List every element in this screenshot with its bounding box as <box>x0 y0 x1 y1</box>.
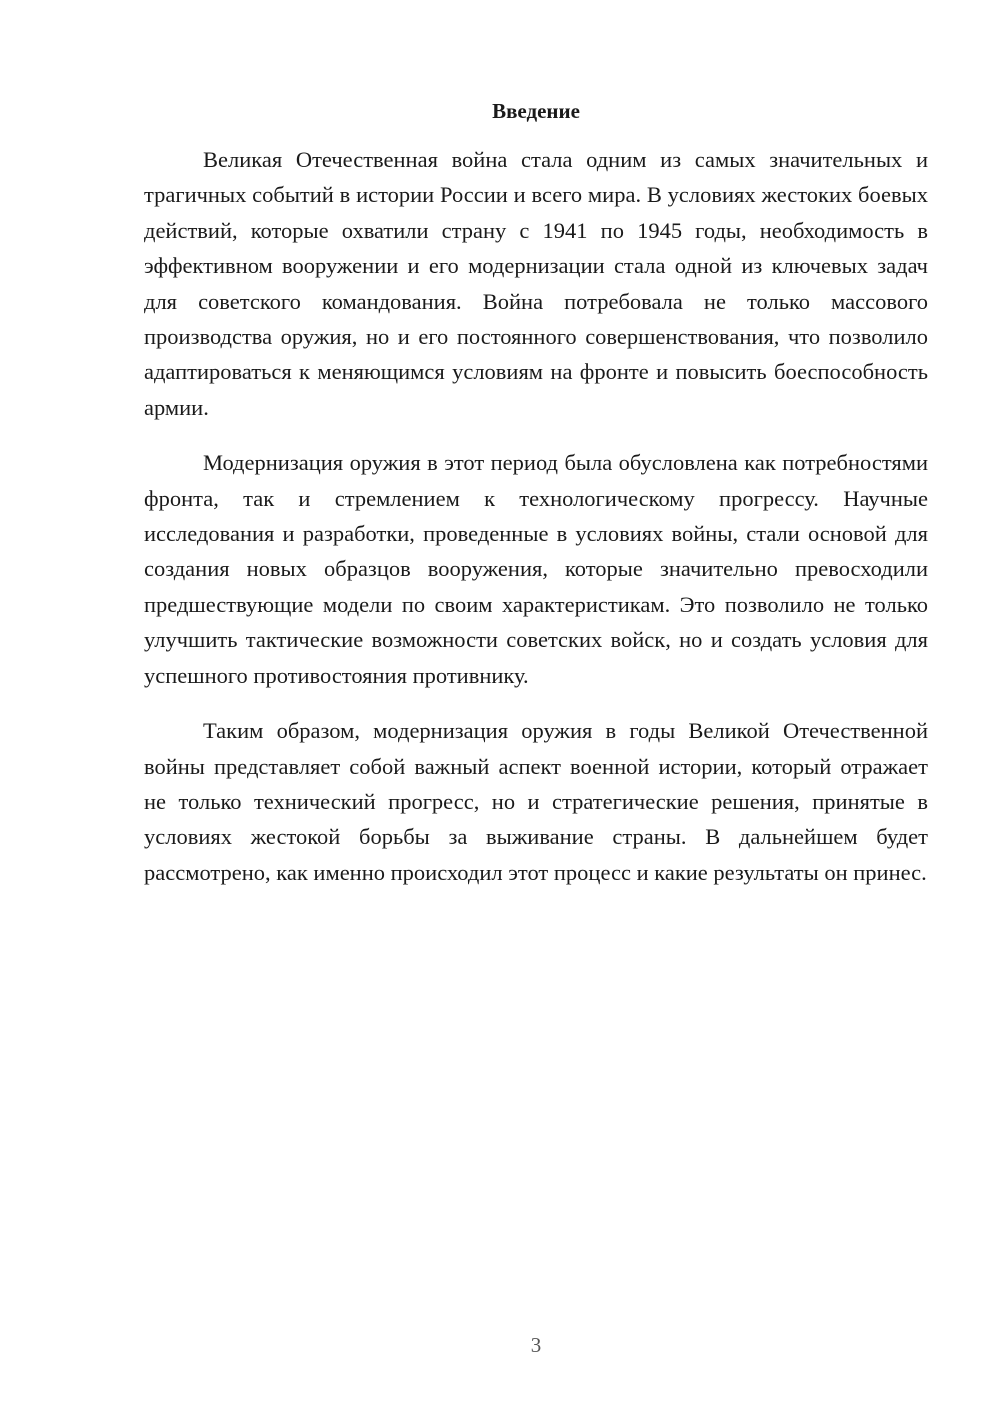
paragraph-1: Великая Отечественная война стала одним из самых значительных и трагичных событий в истории России и всего мира. В условиях жестоких боевых действий, которые охватили страну с 1941 по 1945 годы, необходимость в эффективном вооружении и его модернизации стала одной из ключевых задач для советского командования. Война потребовала не только массового производства оружия, но и его постоянного совершенствования, что позволило адаптироваться к меняющимся условиям на фронте и повысить боеспособность армии. <box>144 147 928 420</box>
document-body <box>144 142 928 910</box>
paragraph-3: Таким образом, модернизация оружия в годы Великой Отечественной войны представляет собой важный аспект военной истории, который отражает не только технический прогресс, но и стратегические решения, принятые в условиях жестокой борьбы за выживание страны. В дальнейшем будет рассмотрено, как именно происходил этот процесс и какие результаты он принес. <box>144 718 928 885</box>
paragraph-2: Модернизация оружия в этот период была обусловлена как потребностями фронта, так и стремлением к технологическому прогрессу. Научные исследования и разработки, проведенные в условиях войны, стали основой для создания новых образцов вооружения, которые значительно превосходили предшествующие модели по своим характеристикам. Это позволило не только улучшить тактические возможности советских войск, но и создать условия для успешного противостояния противнику. <box>144 450 928 688</box>
page-number: 3 <box>530 1333 542 1357</box>
page-title: Введение <box>492 99 580 123</box>
